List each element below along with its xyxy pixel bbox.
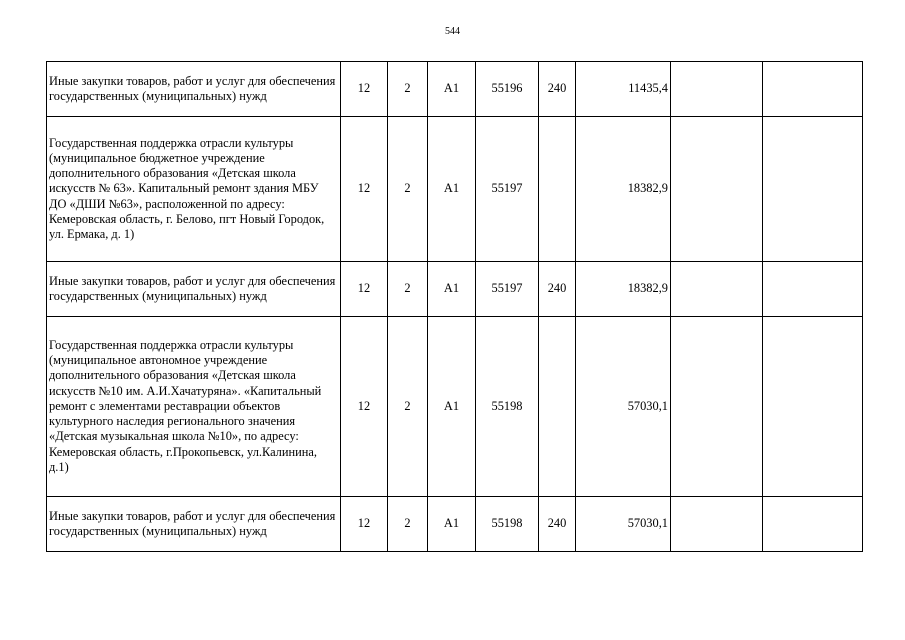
extra-amount-cell-2 [763,262,863,317]
amount-cell: 18382,9 [576,117,671,262]
expense-type-cell: 240 [539,62,576,117]
code-cell: 55197 [476,262,539,317]
extra-amount-cell-1 [671,117,763,262]
program-cell: А1 [428,262,476,317]
table-row [47,317,863,497]
program-cell: А1 [428,62,476,117]
code-cell: 55196 [476,62,539,117]
subsection-cell: 2 [388,117,428,262]
expense-name-cell: Государственная поддержка отрасли культуры (муниципальное бюджетное учреждение дополнительного образования «Детская школа искусств № 63». Капитальный ремонт здания МБУ ДО «ДШИ №63», расположенной по адресу: Кемеровская область, г. Белово, пгт Новый Городок, ул. Ермака, д. 1) [47,117,341,262]
budget-table [46,61,863,552]
extra-amount-cell-1 [671,497,763,552]
expense-name-cell: Иные закупки товаров, работ и услуг для обеспечения государственных (муниципальных) нужд [47,497,341,552]
subsection-cell: 2 [388,62,428,117]
section-cell: 12 [341,117,388,262]
amount-cell: 57030,1 [576,317,671,497]
program-cell: А1 [428,317,476,497]
expense-type-cell [539,317,576,497]
code-cell: 55197 [476,117,539,262]
amount-cell: 11435,4 [576,62,671,117]
expense-type-cell: 240 [539,497,576,552]
expense-name-cell: Государственная поддержка отрасли культуры (муниципальное автономное учреждение дополнительного образования «Детская школа искусств №10 им. А.И.Хачатуряна». «Капитальный ремонт с элементами реставрации объектов культурного наследия регионального значения «Детская музыкальная школа №10», по адресу: Кемеровская область, г.Прокопьевск, ул.Калинина, д.1) [47,317,341,497]
extra-amount-cell-2 [763,317,863,497]
table-row [47,117,863,262]
extra-amount-cell-2 [763,117,863,262]
expense-type-cell: 240 [539,262,576,317]
subsection-cell: 2 [388,262,428,317]
page-number: 544 [445,26,460,37]
amount-cell: 57030,1 [576,497,671,552]
extra-amount-cell-2 [763,62,863,117]
expense-type-cell [539,117,576,262]
section-cell: 12 [341,62,388,117]
expense-name-cell: Иные закупки товаров, работ и услуг для обеспечения государственных (муниципальных) нужд [47,62,341,117]
code-cell: 55198 [476,317,539,497]
table-row [47,262,863,317]
section-cell: 12 [341,262,388,317]
expense-name-cell: Иные закупки товаров, работ и услуг для обеспечения государственных (муниципальных) нужд [47,262,341,317]
table-row [47,62,863,117]
table-body [47,62,863,552]
code-cell: 55198 [476,497,539,552]
extra-amount-cell-1 [671,317,763,497]
amount-cell: 18382,9 [576,262,671,317]
extra-amount-cell-1 [671,62,763,117]
section-cell: 12 [341,317,388,497]
extra-amount-cell-1 [671,262,763,317]
subsection-cell: 2 [388,317,428,497]
subsection-cell: 2 [388,497,428,552]
program-cell: А1 [428,117,476,262]
program-cell: А1 [428,497,476,552]
section-cell: 12 [341,497,388,552]
table-row [47,497,863,552]
extra-amount-cell-2 [763,497,863,552]
